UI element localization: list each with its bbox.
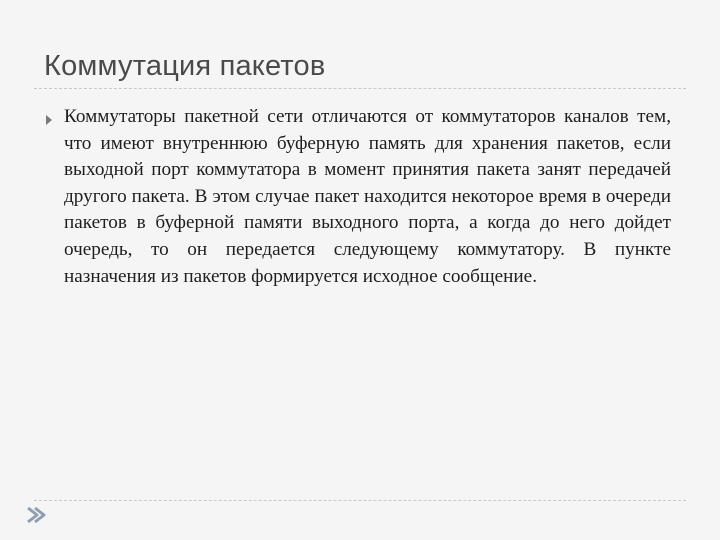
triangle-bullet-icon <box>46 115 52 125</box>
title-divider <box>34 88 686 89</box>
footer-divider <box>34 500 686 501</box>
bullet-text: Коммутаторы пакетной сети отличаются от коммутаторов каналов тем, что имеют внутреннюю буферную память для хранения пакетов, если выходной порт коммутатора в момент принятия пакета занят передачей другого пакета. В этом случае пакет находится некоторое время в очереди пакетов в буферной памяти выходного порта, а когда до него дойдет очередь, то он передается следующему коммутатору. В пункте назначения из пакетов формируется исходное сообщение. <box>64 106 671 287</box>
next-slide-arrow-icon[interactable] <box>26 506 48 524</box>
slide-title: Коммутация пакетов <box>44 50 326 82</box>
